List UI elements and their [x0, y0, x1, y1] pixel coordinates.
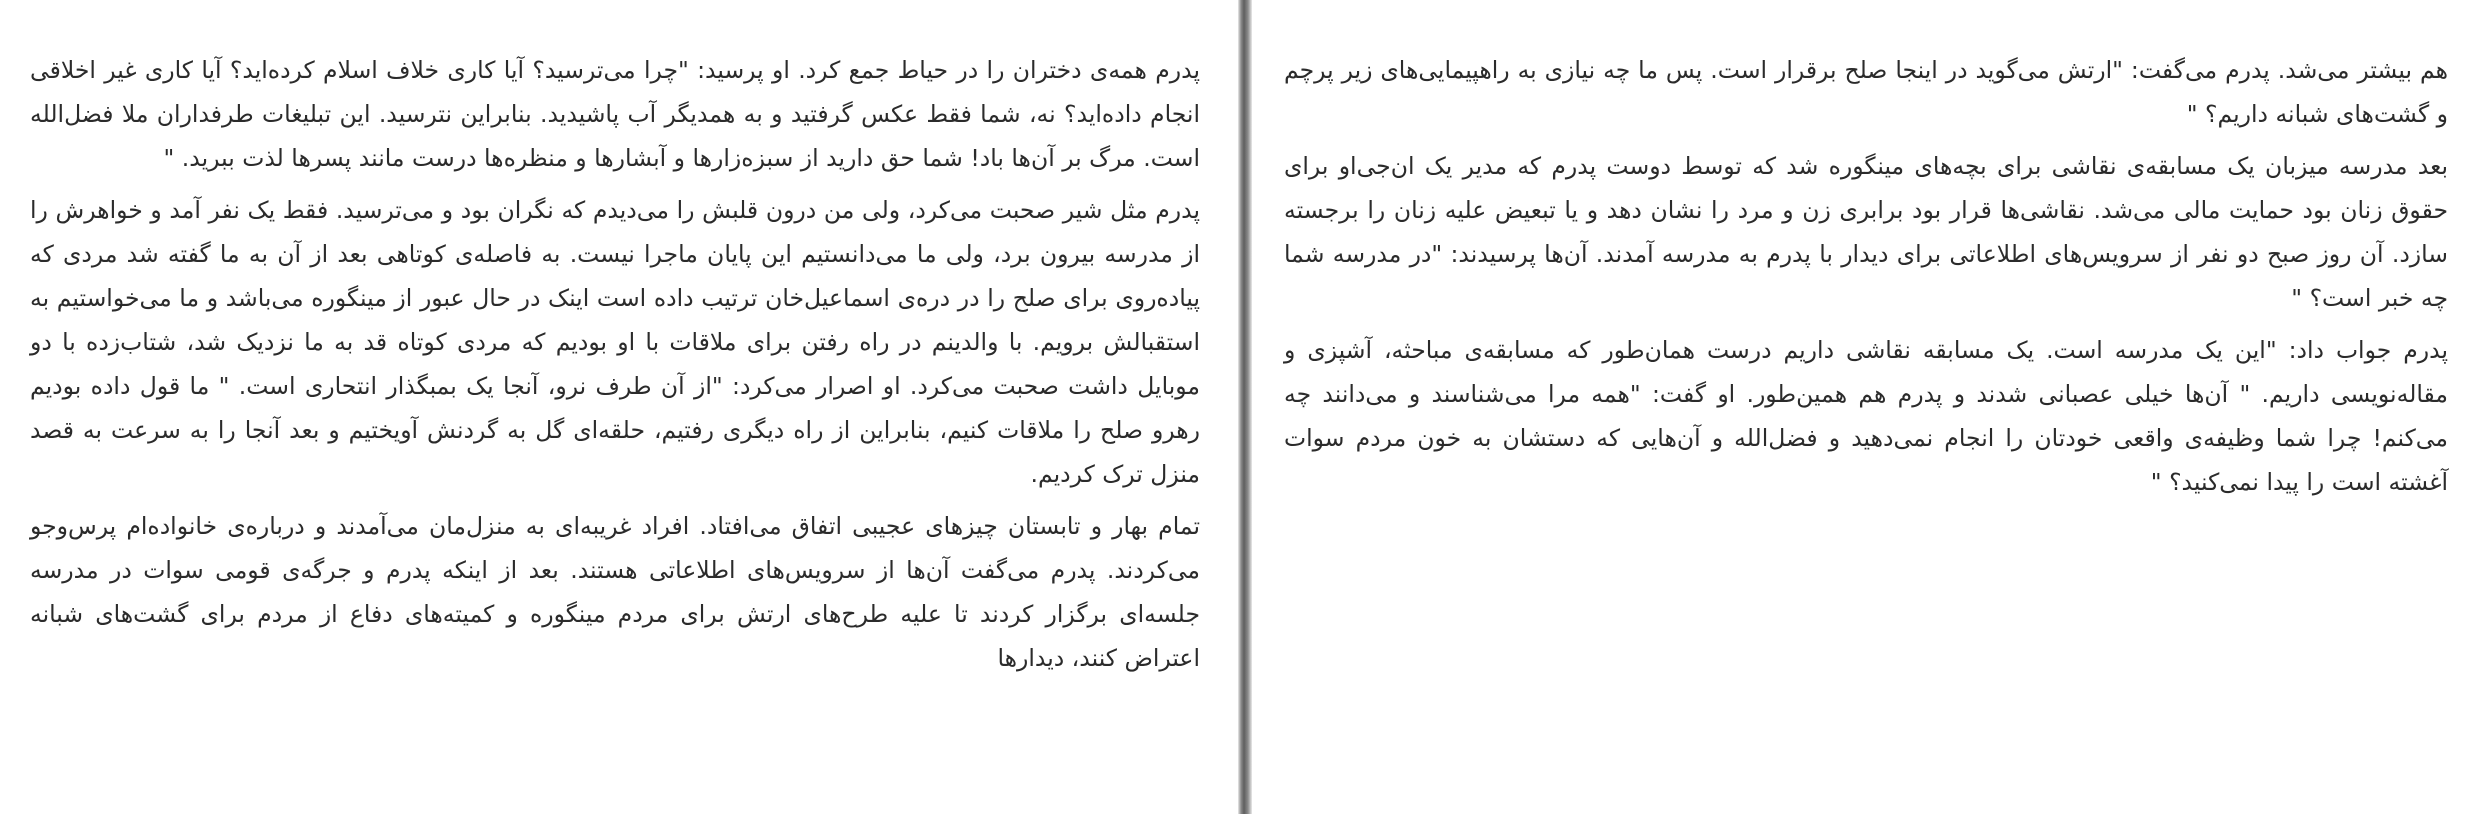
right-paragraph-3: پدرم جواب داد: "این یک مدرسه است. یک مسابقه نقاشی داریم درست همان‌طور که مسابقه‌ی مباحثه، آشپزی و مقاله‌نویسی داریم. " آن‌ها خیلی عصبانی شدند و پدرم هم همین‌طور. او گفت: "همه مرا می‌شناسند و می‌دانند چه می‌کنم! چرا شما وظیفه‌ی واقعی خودتان را انجام نمی‌دهید و فضل‌الله و آن‌هایی که دستشان به خون مردم سوات آغشته است را پیدا نمی‌کنید؟ "	[1284, 336, 2448, 496]
left-paragraph-3: تمام بهار و تابستان چیزهای عجیبی اتفاق می‌افتاد. افراد غریبه‌ای به منزل‌مان می‌آمدند و درباره‌ی خانواده‌ام پرس‌وجو می‌کردند. پدرم می‌گفت آن‌ها از سرویس‌های اطلاعاتی هستند. بعد از اینکه پدرم و جرگه‌ی قومی سوات در مدرسه جلسه‌ای برگزار کردند تا علیه طرح‌های ارتش برای مردم مینگوره و کمیته‌های دفاع از مردم برای گشت‌های شبانه اعتراض کنند، دیدارها	[30, 512, 1200, 672]
left-page	[0, 0, 1238, 814]
right-paragraph-1: هم بیشتر می‌شد. پدرم می‌گفت: "ارتش می‌گوید در اینجا صلح برقرار است. پس ما چه نیازی به راهپیمایی‌های زیر پرچم و گشت‌های شبانه داریم؟ "	[1284, 56, 2448, 128]
left-paragraph-2: پدرم مثل شیر صحبت می‌کرد، ولی من درون قلبش را می‌دیدم که نگران بود و می‌ترسید. فقط یک نفر آمد و خواهرش را از مدرسه بیرون برد، ولی ما می‌دانستیم این پایان ماجرا نیست. به فاصله‌ی کوتاهی بعد از آن به ما گفته شد مردی که پیاده‌روی برای صلح را در دره‌ی اسماعیل‌خان ترتیب داده است اینک در حال عبور از مینگوره می‌باشد و ما می‌خواستیم به استقبالش برویم. با والدینم در راه رفتن برای ملاقات با او بودیم که مردی کوتاه قد به ما نزدیک شد، شتاب‌زده با دو موبایل داشت صحبت می‌کرد. او اصرار می‌کرد: "از آن طرف نرو، آنجا یک بمبگذار انتحاری است. " ما قول داده بودیم رهرو صلح را ملاقات کنیم، بنابراین از راه دیگری رفتیم، حلقه‌ای گل به گردنش آویختیم و بعد آنجا را به سرعت به قصد منزل ترک کردیم.	[30, 196, 1200, 488]
right-page	[1252, 0, 2485, 814]
page-gutter-divider	[1238, 0, 1252, 814]
right-paragraph-2: بعد مدرسه میزبان یک مسابقه‌ی نقاشی برای بچه‌های مینگوره شد که توسط دوست پدرم که مدیر یک ان‌جی‌او برای حقوق زنان بود حمایت مالی می‌شد. نقاشی‌ها قرار بود برابری زن و مرد را نشان دهد و یا تبعیض علیه زنان را برجسته سازد. آن روز صبح دو نفر از سرویس‌های اطلاعاتی برای دیدار با پدرم به مدرسه آمدند. آن‌ها پرسیدند: "در مدرسه شما چه خبر است؟ "	[1284, 152, 2448, 312]
left-paragraph-1: پدرم همه‌ی دختران را در حیاط جمع کرد. او پرسید: "چرا می‌ترسید؟ آیا کاری خلاف اسلام کرده‌اید؟ آیا کاری غیر اخلاقی انجام داده‌اید؟ نه، شما فقط عکس گرفتید و به همدیگر آب پاشیدید. بنابراین نترسید. این تبلیغات طرفداران ملا فضل‌الله است. مرگ بر آن‌ها باد! شما حق دارید از سبزه‌زارها و آبشارها و منظره‌ها درست مانند پسرها لذت ببرید. "	[30, 56, 1200, 172]
